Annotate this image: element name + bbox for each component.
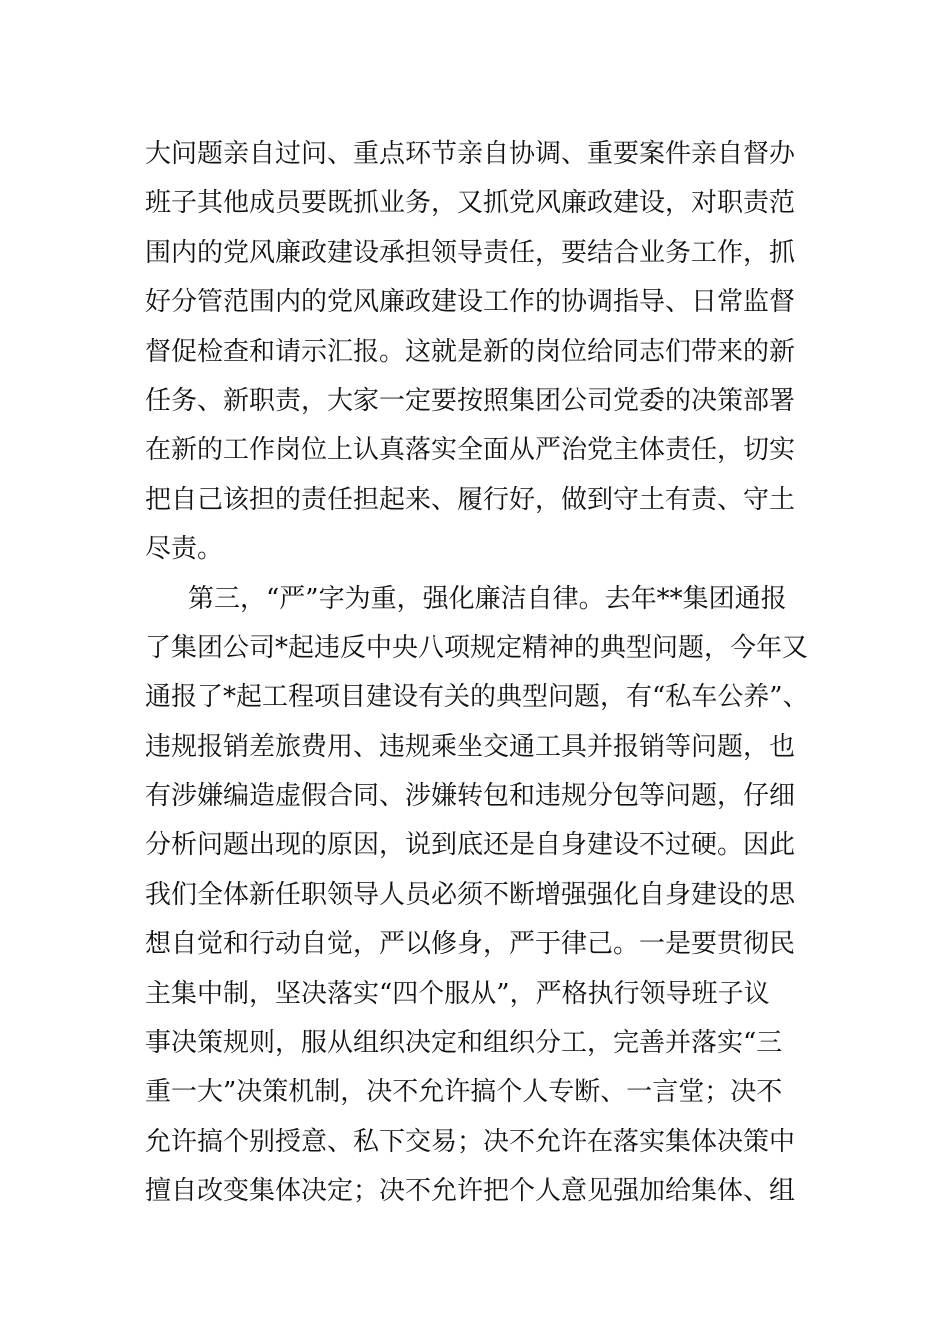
text-line: 好分管范围内的党风廉政建设工作的协调指导、日常监督: [145, 287, 796, 318]
text-line: 尽责。: [145, 534, 224, 565]
paragraph-start-line: 第三，“严”字为重，强化廉洁自律。去年**集团通报: [188, 583, 787, 614]
text-line: 我们全体新任职领导人员必须不断增强强化自身建设的思: [145, 879, 796, 910]
text-line: 了集团公司*起违反中央八项规定精神的典型问题，今年又: [145, 632, 809, 663]
text-line: 主集中制，坚决落实“四个服从”，严格执行领导班子议: [145, 978, 770, 1009]
text-line: 任务、新职责，大家一定要按照集团公司党委的决策部署: [145, 385, 796, 416]
text-line: 擅自改变集体决定；决不允许把个人意见强加给集体、组: [145, 1176, 796, 1207]
text-line: 班子其他成员要既抓业务，又抓党风廉政建设，对职责范: [145, 188, 796, 219]
text-line: 重一大”决策机制，决不允许搞个人专断、一言堂；决不: [145, 1077, 783, 1108]
text-line: 想自觉和行动自觉，严以修身，严于律己。一是要贯彻民: [145, 929, 796, 960]
text-line: 允许搞个别授意、私下交易；决不允许在落实集体决策中: [145, 1126, 796, 1157]
text-line: 大问题亲自过问、重点环节亲自协调、重要案件亲自督办: [145, 139, 796, 169]
text-line: 有涉嫌编造虚假合同、涉嫌转包和违规分包等问题，仔细: [145, 781, 796, 812]
body-text: [145, 130, 825, 1217]
text-line: 把自己该担的责任担起来、履行好，做到守土有责、守土: [145, 484, 796, 515]
text-line: 在新的工作岗位上认真落实全面从严治党主体责任，切实: [145, 435, 796, 466]
text-line: 事决策规则，服从组织决定和组织分工，完善并落实“三: [145, 1028, 783, 1059]
text-line: 违规报销差旅费用、违规乘坐交通工具并报销等问题，也: [145, 731, 796, 762]
text-line: 督促检查和请示汇报。这就是新的岗位给同志们带来的新: [145, 336, 796, 367]
text-line: 通报了*起工程项目建设有关的典型问题，有“私车公养”、: [145, 682, 809, 713]
text-line: 分析问题出现的原因，说到底还是自身建设不过硬。因此: [145, 830, 796, 861]
text-line: 围内的党风廉政建设承担领导责任，要结合业务工作，抓: [145, 237, 796, 268]
